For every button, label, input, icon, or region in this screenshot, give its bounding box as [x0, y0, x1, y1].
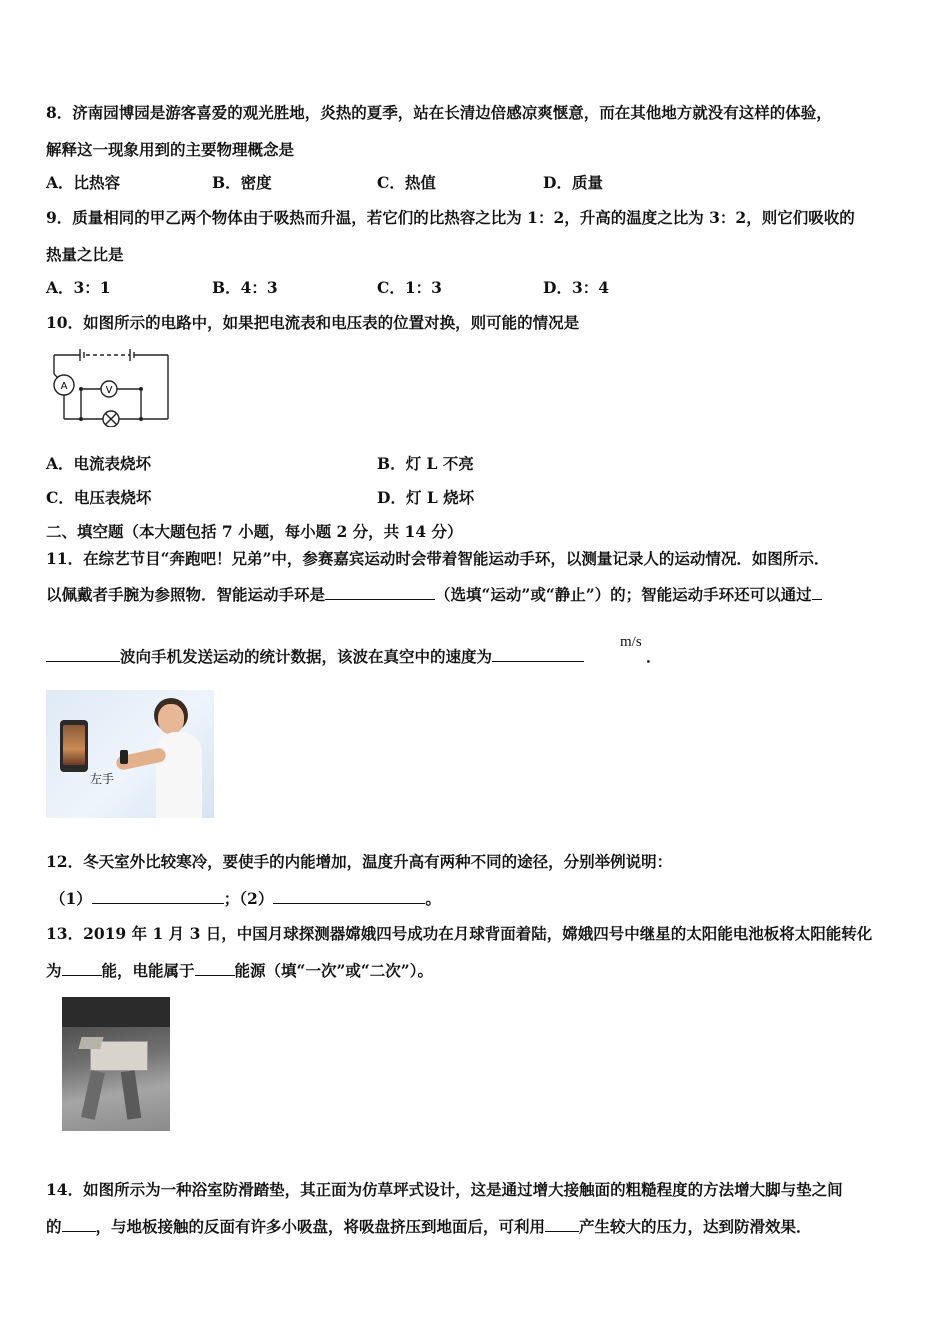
circuit-diagram	[46, 345, 174, 427]
q11-line2-text-a: 以佩戴者手腕为参照物．智能运动手环是	[46, 585, 326, 604]
q11-line3-text: 波向手机发送运动的统计数据，该波在真空中的速度为	[120, 647, 493, 666]
q14-line2-text-b: ，与地板接触的反面有许多小吸盘，将吸盘挤压到地面后，可利用	[95, 1217, 546, 1236]
q9-option-d: D．3：4	[543, 278, 610, 297]
q8-option-c: C．热值	[377, 173, 436, 192]
q9-option-a: A．3：1	[46, 278, 111, 297]
q10-stem: 10．如图所示的电路中，如果把电流表和电压表的位置对换，则可能的情况是	[46, 313, 580, 332]
q11-blank-2a[interactable]	[812, 585, 822, 600]
q10-option-a: A．电流表烧坏	[46, 454, 152, 473]
q10-option-d: D．灯 L 烧坏	[377, 488, 475, 507]
q11-blank-2b[interactable]	[46, 647, 120, 662]
q13-blank-1[interactable]	[62, 961, 102, 976]
q11-stem-line1: 11．在综艺节目“奔跑吧！兄弟”中，参赛嘉宾运动时会带着智能运动手环，以测量记录人的运动情况．如图所示．	[46, 549, 830, 568]
q13-stem-line2	[46, 961, 433, 981]
q9-option-b: B．4：3	[212, 278, 278, 297]
q13-line2-text-a: 为	[46, 961, 62, 980]
q12-end: 。	[425, 889, 441, 908]
q14-blank-2[interactable]	[545, 1217, 579, 1232]
q8-stem-line1: 8．济南园博园是游客喜爱的观光胜地，炎热的夏季，站在长清边倍感凉爽惬意，而在其他地方就没有这样的体验，	[46, 103, 832, 122]
q11-blank-3[interactable]	[492, 647, 584, 662]
q12-stem: 12．冬天室外比较寒冷，要使手的内能增加，温度升高有两种不同的途径，分别举例说明：	[46, 852, 673, 871]
q10-option-c: C．电压表烧坏	[46, 488, 152, 507]
q14-blank-1[interactable]	[62, 1217, 96, 1232]
q12-part2-label: ；（2）	[223, 889, 274, 908]
q8-option-a: A．比热容	[46, 173, 121, 192]
q14-line2-text-c: 产生较大的压力，达到防滑效果．	[579, 1217, 812, 1236]
q13-line2-text-b: 能，电能属于	[101, 961, 195, 980]
q12-blank-1[interactable]	[92, 889, 224, 904]
q13-blank-2[interactable]	[195, 961, 235, 976]
q11-blank-1[interactable]	[325, 585, 435, 600]
q14-stem-line1: 14．如图所示为一种浴室防滑踏垫，其正面为仿草坪式设计，这是通过增大接触面的粗糙程度的方法增大脚与垫之间	[46, 1180, 843, 1199]
q12-answer-line	[50, 889, 441, 909]
q14-stem-line2	[46, 1217, 812, 1237]
runner-photo	[46, 690, 214, 818]
q14-line2-text-a: 的	[46, 1217, 62, 1236]
q11-stem-line2	[46, 585, 822, 605]
q11-stem-line3	[46, 647, 584, 667]
q9-option-c: C．1：3	[377, 278, 442, 297]
q8-option-d: D．质量	[543, 173, 603, 192]
q12-part1-label: （1）	[50, 889, 92, 908]
q10-option-b: B．灯 L 不亮	[377, 454, 474, 473]
q11-line2-text-b: （选填“运动”或“静止”）的；智能运动手环还可以通过	[435, 585, 812, 604]
q11-unit-ms: m/s	[620, 634, 642, 650]
lunar-rover-photo	[62, 997, 170, 1131]
q12-blank-2[interactable]	[273, 889, 425, 904]
left-hand-label: 左手	[90, 772, 115, 786]
q11-period: ．	[646, 647, 662, 666]
q8-option-b: B．密度	[212, 173, 272, 192]
ammeter-symbol: A	[60, 381, 68, 392]
q13-line2-text-c: 能源（填“一次”或“二次”）。	[234, 961, 433, 980]
q9-stem-line2: 热量之比是	[46, 245, 124, 264]
section-heading-fill-in: 二、填空题（本大题包括 7 小题，每小题 2 分，共 14 分）	[46, 522, 463, 541]
q13-stem-line1: 13．2019 年 1 月 3 日，中国月球探测器嫦娥四号成功在月球背面着陆，嫦娥四号中继星的太阳能电池板将太阳能转化	[46, 924, 873, 943]
voltmeter-symbol: V	[105, 385, 113, 396]
q9-stem-line1: 9．质量相同的甲乙两个物体由于吸热而升温，若它们的比热容之比为 1：2，升高的温度之比为 3：2，则它们吸收的	[46, 208, 855, 227]
q8-stem-line2: 解释这一现象用到的主要物理概念是	[46, 140, 295, 159]
